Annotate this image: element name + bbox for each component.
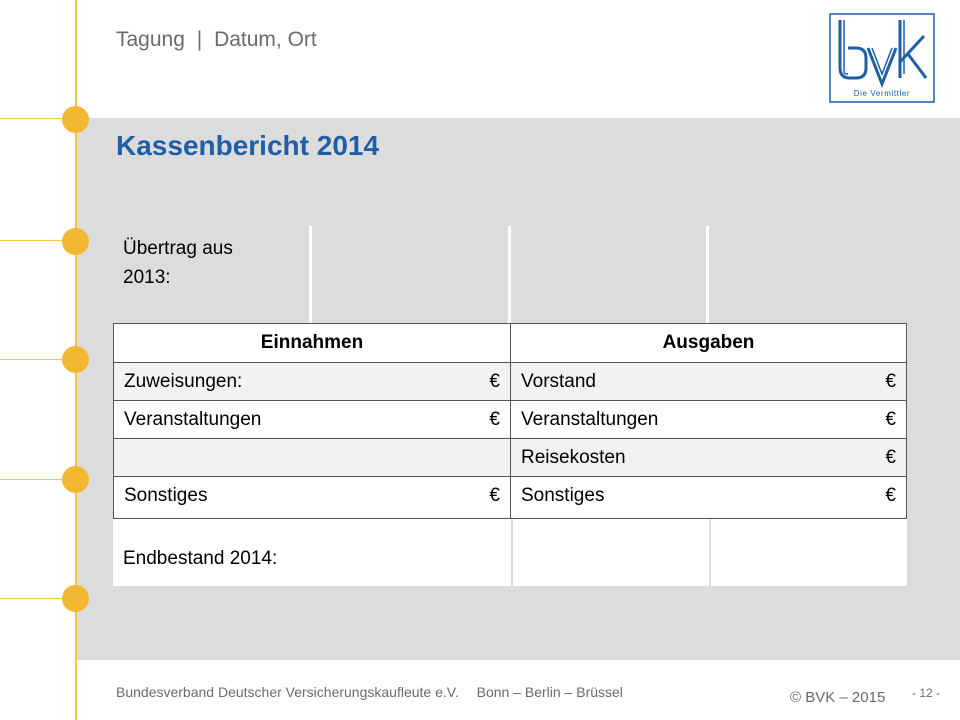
bvk-logo-mark — [826, 12, 938, 106]
expense-cell — [511, 363, 906, 400]
table-row — [113, 363, 907, 401]
carry-over-empty-cell — [511, 226, 709, 323]
timeline-dot — [62, 228, 89, 255]
carry-over-label-cell — [113, 226, 312, 323]
table-row — [113, 439, 907, 477]
income-cell — [114, 401, 511, 438]
timeline-dot — [62, 106, 89, 133]
page-title: Kassenbericht 2014 — [116, 130, 380, 161]
income-label: Sonstiges — [124, 485, 208, 506]
closing-balance-row — [113, 519, 907, 586]
expense-unit: € — [885, 485, 896, 506]
header-separator: | — [196, 28, 203, 51]
expense-unit: € — [885, 447, 896, 468]
carry-over-empty-cell — [709, 226, 907, 323]
income-unit: € — [489, 371, 500, 392]
timeline-dot — [62, 466, 89, 493]
footer-info — [116, 684, 623, 700]
income-label: Veranstaltungen — [124, 409, 262, 430]
cash-report-table — [113, 226, 907, 586]
carry-over-row — [113, 226, 907, 323]
expense-unit: € — [885, 409, 896, 430]
header-date-place: Datum, Ort — [214, 28, 317, 51]
expense-cell — [511, 477, 906, 518]
page-number: - 12 - — [912, 686, 941, 700]
footer-organization: Bundesverband Deutscher Versicherungskaufleute e.V. — [116, 684, 459, 700]
closing-label: Endbestand 2014: — [123, 548, 278, 569]
carry-over-label-line1: Übertrag aus — [123, 238, 233, 259]
income-cell — [114, 439, 511, 476]
expense-label: Veranstaltungen — [521, 409, 659, 430]
closing-label-cell — [113, 519, 511, 586]
table-row — [113, 401, 907, 439]
carry-over-label-line2: 2013: — [123, 267, 171, 288]
closing-empty-cell — [709, 519, 907, 586]
footer-locations: Bonn – Berlin – Brüssel — [476, 684, 623, 700]
expense-label: Reisekosten — [521, 447, 626, 468]
income-cell — [114, 477, 511, 518]
table-row — [113, 477, 907, 519]
income-cell — [114, 363, 511, 400]
timeline-dot — [62, 585, 89, 612]
income-label: Zuweisungen: — [124, 371, 243, 392]
expense-header: Ausgaben — [662, 332, 755, 353]
expense-cell — [511, 439, 906, 476]
bvk-logo — [826, 12, 938, 106]
expense-unit: € — [885, 371, 896, 392]
logo-tagline: Die Vermittler — [853, 89, 911, 98]
income-header: Einnahmen — [114, 324, 511, 362]
header-event: Tagung — [116, 28, 185, 51]
closing-empty-cell — [511, 519, 709, 586]
timeline-dot — [62, 346, 89, 373]
income-unit: € — [489, 485, 500, 506]
table-header-row — [113, 323, 907, 363]
carry-over-value-cell — [312, 226, 511, 323]
expense-label: Vorstand — [521, 371, 596, 392]
expense-label: Sonstiges — [521, 485, 605, 506]
footer-copyright: © BVK – 2015 — [790, 689, 886, 706]
header-event-info — [116, 28, 317, 52]
income-unit: € — [489, 409, 500, 430]
expense-cell — [511, 401, 906, 438]
